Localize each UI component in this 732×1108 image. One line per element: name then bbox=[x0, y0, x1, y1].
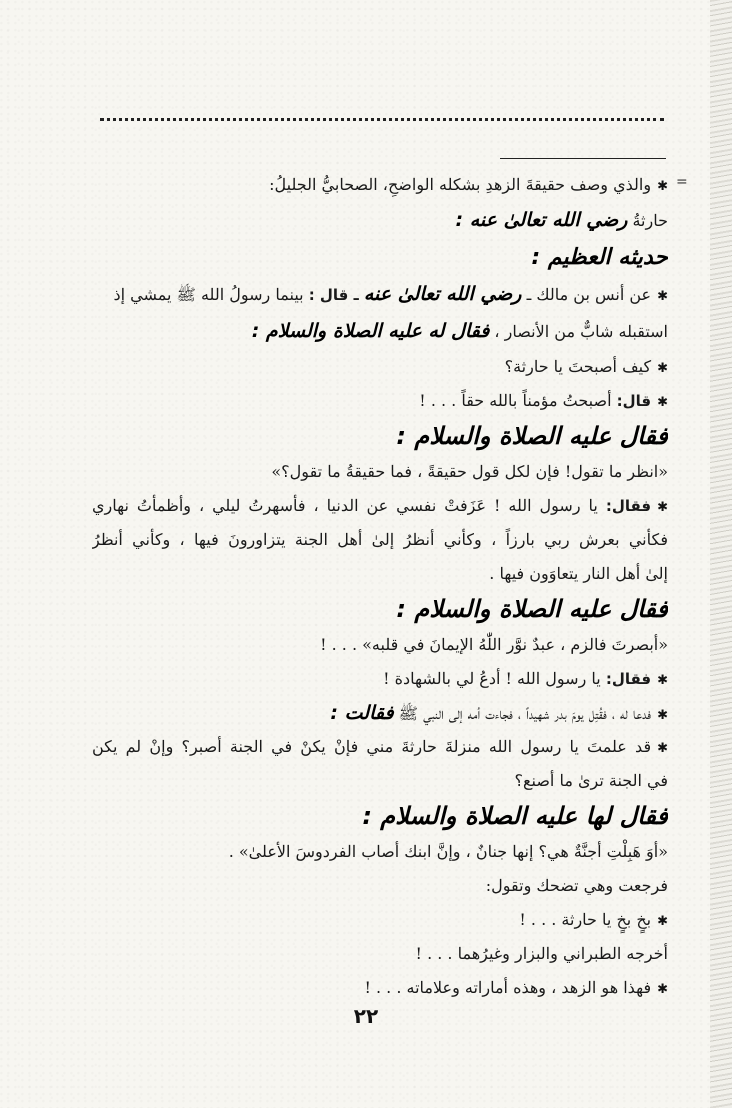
star-bullet-icon: ✱ bbox=[657, 741, 668, 756]
text-line: ✱فقال: يا رسول الله ! أدعُ لي بالشهادة ! bbox=[383, 669, 668, 688]
text-line: فكأني بعرش ربي بارزاً ، وكأني أنظرُ إلىٰ أهل الجنة يتزاورونَ فيها ، وكأني أنظرُ bbox=[92, 530, 668, 549]
heading-inline: فقالت : bbox=[330, 702, 394, 724]
text-line: ✱قال: أصبحتُ مؤمناً بالله حقاً . . . ! bbox=[419, 391, 668, 410]
text-line: إلىٰ أهل النار يتعاوَون فيها . bbox=[489, 564, 668, 583]
text-line: ✱فهذا هو الزهد ، وهذه أماراته وعلاماته . . . ! bbox=[364, 978, 668, 997]
text-line: ✱كيف أصبحتَ يا حارثة؟ bbox=[504, 357, 668, 376]
section-heading: فقال عليه الصلاة والسلام : bbox=[396, 422, 668, 450]
main-text bbox=[92, 168, 668, 1005]
text-line: فرجعت وهي تضحك وتقول: bbox=[485, 876, 668, 895]
heading-inline: فقال له عليه الصلاة والسلام : bbox=[251, 320, 490, 342]
text-line: ✱فقال: يا رسول الله ! عَزَفتْ نفسي عن الدنيا ، فأسهرتُ ليلي ، وأظمأتُ نهاري bbox=[92, 496, 668, 515]
text-line: في الجنة ترىٰ ما أصنع؟ bbox=[514, 771, 668, 790]
section-heading: فقال عليه الصلاة والسلام : bbox=[396, 595, 668, 623]
star-bullet-icon: ✱ bbox=[657, 395, 668, 410]
star-bullet-icon: ✱ bbox=[657, 982, 668, 997]
text-line: «انظر ما تقول! فإن لكل قول حقيقةً ، فما حقيقةُ ما تقول؟» bbox=[271, 462, 668, 481]
text-line: ✱والذي وصف حقيقةَ الزهدِ بشكله الواضحِ، الصحابيُّ الجليلُ: bbox=[269, 175, 668, 194]
text-line: حارثةُ رضي الله تعالىٰ عنه : bbox=[455, 209, 668, 231]
star-bullet-icon: ✱ bbox=[657, 361, 668, 376]
text-line: أخرجه الطبراني والبزار وغيرُهما . . . ! bbox=[415, 944, 668, 963]
page-number: ٢٢ bbox=[353, 1004, 379, 1028]
footnote-rule bbox=[500, 158, 666, 159]
margin-mark: = bbox=[676, 174, 688, 190]
dotted-divider bbox=[100, 118, 664, 121]
section-heading: حديثه العظيم : bbox=[531, 245, 668, 270]
honorific: رضي الله تعالىٰ عنه : bbox=[455, 209, 628, 231]
text-line: ✱قد علمتَ يا رسول الله منزلةَ حارثةَ مني فإنْ يكنْ في الجنة أصبر؟ وإنْ لم يكن bbox=[92, 737, 668, 756]
star-bullet-icon: ✱ bbox=[657, 289, 668, 304]
text-line: «أبصرتَ فالزم ، عبدٌ نوَّر اللّٰهُ الإيمانَ في قلبه» . . . ! bbox=[320, 635, 668, 654]
star-bullet-icon: ✱ bbox=[657, 500, 668, 515]
star-bullet-icon: ✱ bbox=[657, 673, 668, 688]
star-bullet-icon: ✱ bbox=[657, 914, 668, 929]
page-edge-shadow bbox=[710, 0, 732, 1108]
text-line: «أوَ هَبِلْتِ أجنَّةٌ هي؟ إنها جنانٌ ، وإنَّ ابنك أصاب الفردوسَ الأعلىٰ» . bbox=[228, 842, 668, 861]
text-line: ✱فدعا له ، فقُتِل يومَ بدر شهيداً ، فجاءت أمه إلى النبي ﷺ فقالت : bbox=[330, 702, 668, 724]
star-bullet-icon: ✱ bbox=[657, 708, 668, 723]
star-bullet-icon: ✱ bbox=[657, 179, 668, 194]
text-line: ✱عن أنس بن مالك ـ رضي الله تعالىٰ عنه ـ قال : بينما رسولُ الله ﷺ يمشي إذ bbox=[113, 283, 668, 305]
section-heading: فقال لها عليه الصلاة والسلام : bbox=[362, 802, 668, 830]
honorific: رضي الله تعالىٰ عنه bbox=[363, 283, 522, 305]
text-line: استقبله شابٌّ من الأنصار ، فقال له عليه الصلاة والسلام : bbox=[251, 320, 668, 342]
text-line: ✱بخٍ بخٍ يا حارثة . . . ! bbox=[519, 910, 668, 929]
